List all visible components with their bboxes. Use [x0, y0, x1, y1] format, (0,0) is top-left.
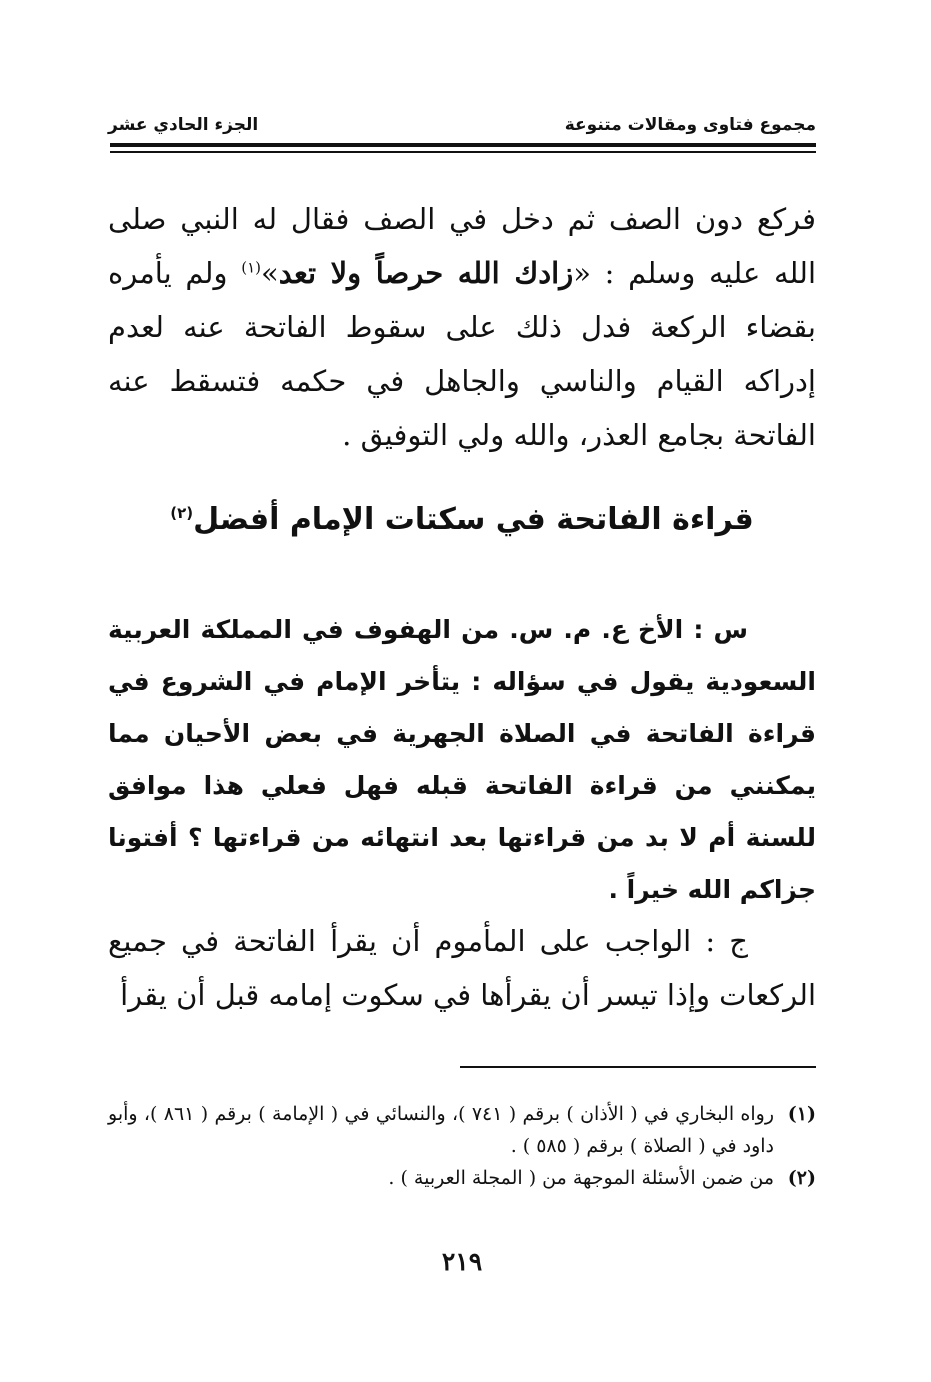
footnote-2: [108, 1162, 816, 1194]
answer-text: ج : الواجب على المأموم أن يقرأ الفاتحة في جميع الركعات وإذا تيسر أن يقرأها في سكوت إمامه قبل أن يقرأ: [108, 924, 816, 1012]
footnotes: [108, 1098, 816, 1194]
intro-text-before-quote: فركع دون الصف ثم دخل في الصف فقال له النبي صلى الله عليه وسلم : «: [108, 202, 817, 290]
header-rule-thick: [110, 143, 816, 147]
header-rule-thin: [110, 151, 816, 153]
question-text: س : الأخ ع. م. س. من الهفوف في المملكة العربية السعودية يقول في سؤاله : يتأخر الإمام في الشروع في قراءة الفاتحة في الصلاة الجهرية في بعض الأحيان مما يمكنني من قراءة الفاتحة قبله فهل فعلي هذا موافق للسنة أم لا بد من قراءتها بعد انتهائه من قراءتها ؟ أفتونا جزاكم الله خيراً .: [108, 615, 816, 904]
footnote-ref-2: (٢): [170, 504, 194, 522]
footnote-separator: [460, 1066, 816, 1068]
intro-paragraph: [108, 192, 816, 462]
volume-label: الجزء الحادي عشر: [108, 115, 259, 135]
question-paragraph: [108, 604, 816, 916]
footnote-text: من ضمن الأسئلة الموجهة من ( المجلة العربية ) .: [388, 1167, 774, 1189]
footnote-number: (١): [787, 1103, 816, 1125]
section-title-text: قراءة الفاتحة في سكتات الإمام أفضل: [193, 502, 754, 537]
answer-paragraph: [108, 914, 816, 1022]
page-number: ٢١٩: [441, 1247, 483, 1276]
book-title: مجموع فتاوى ومقالات متنوعة: [564, 115, 816, 135]
intro-text-after-quote: ولم يأمره بقضاء الركعة فدل ذلك على سقوط الفاتحة عنه لعدم إدراكه القيام والناسي والجاهل في حكمه فتسقط عنه الفاتحة بجامع العذر، والله ولي التوفيق .: [108, 256, 816, 452]
footnote-ref-1: (١): [241, 258, 261, 277]
footnote-number: (٢): [787, 1167, 816, 1189]
running-header: [108, 108, 816, 142]
footnote-1: [108, 1098, 816, 1162]
footnote-text: رواه البخاري في ( الأذان ) برقم ( ٧٤١ )، والنسائي في ( الإمامة ) برقم ( ٨٦١ )، وأبو داود في ( الصلاة ) برقم ( ٥٨٥ ) .: [108, 1103, 775, 1157]
section-title: [108, 492, 816, 548]
hadith-quote: زادك الله حرصاً ولا تعد: [278, 256, 574, 290]
quote-close-mark: »: [260, 256, 279, 290]
